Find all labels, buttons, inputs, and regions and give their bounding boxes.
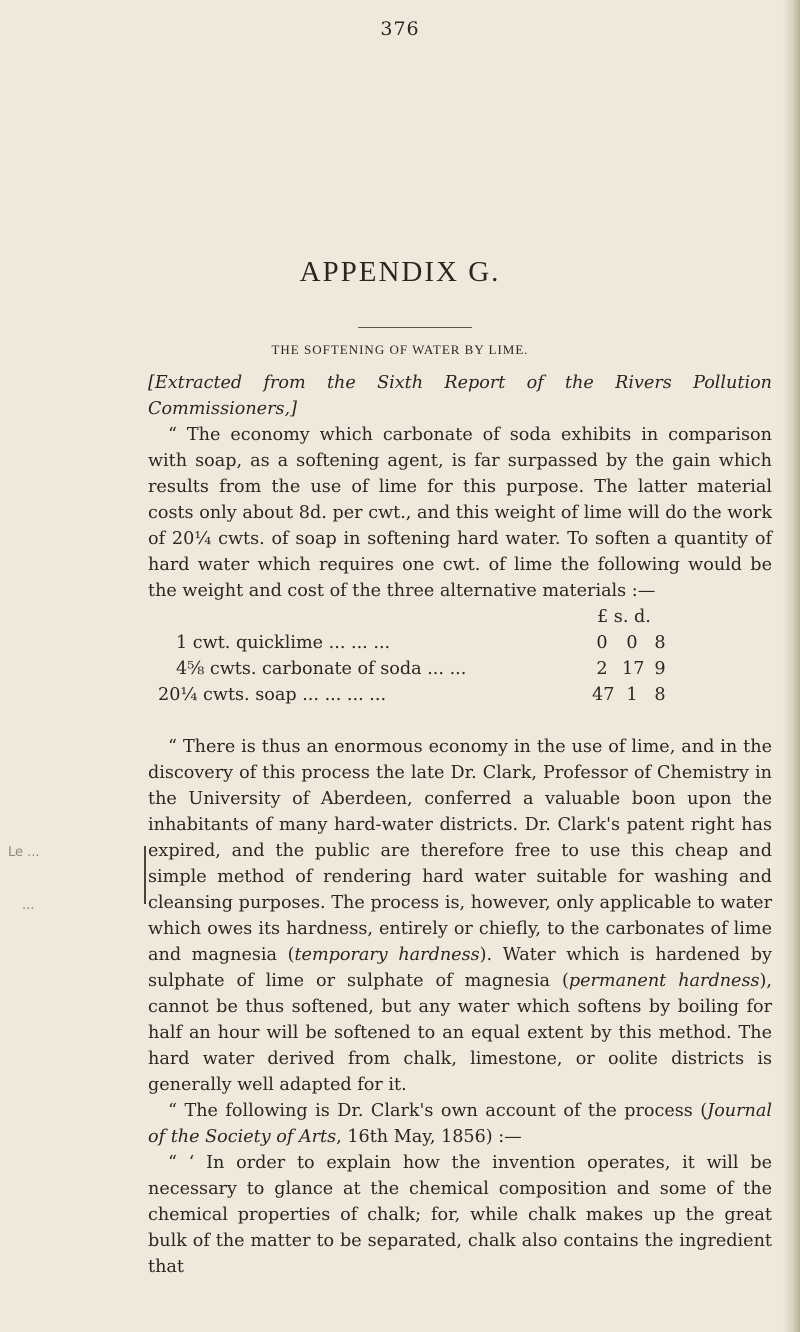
cost-pounds: 47 (592, 685, 615, 705)
cost-item: 4⅝ cwts. carbonate of soda ... ... (176, 659, 467, 679)
cost-pounds: 2 (596, 659, 608, 679)
paragraph-text: , 16th May, 1856) :— (336, 1127, 522, 1147)
paragraph (148, 1098, 772, 1150)
margin-bracket (144, 846, 146, 904)
paragraph-text: ). Water which is hardened by sulphate of lime or sulphate of magnesia ( (148, 945, 772, 991)
cost-pounds: 0 (596, 633, 608, 653)
emphasis: temporary hardness (294, 945, 480, 965)
cost-shillings: 0 (626, 633, 638, 653)
cost-table-row (148, 656, 772, 682)
cost-item: 1 cwt. quicklime ... ... ... (176, 633, 391, 653)
emphasis: permanent hardness (568, 971, 760, 991)
body-text (148, 370, 772, 1280)
cost-item: 20¼ cwts. soap ... ... ... ... (158, 685, 387, 705)
cost-table (148, 604, 772, 734)
margin-annotation: ... (22, 898, 35, 913)
paragraph: “ ‘ In order to explain how the invention operates, it will be necessary to glance at the chemical composition and some of the chemical properties of chalk; for, while chalk makes up the great bulk of the matter to be separated, chalk also contains the ingredient that (148, 1153, 772, 1277)
cost-shillings: 17 (622, 659, 645, 679)
appendix-title: APPENDIX G. (299, 256, 501, 288)
cost-table-row (148, 630, 772, 656)
paragraph (148, 734, 772, 1098)
section-subtitle: THE SOFTENING OF WATER BY LIME. (271, 342, 529, 357)
paragraph-text: “ There is thus an enormous economy in the use of lime, and in the discovery of this process the late Dr. Clark, Professor of Chemistry in the University of Aberdeen, conferred a valuable boon upon the inhabitants of many hard-water districts. Dr. Clark's patent right has expired, and the public are therefore free to use this cheap and simple method of rendering hard water suitable for washing and cleansing purposes. The process is, however, only applicable to water which owes its hardness, entirely or chiefly, to the carbonates of lime and magnesia ( (148, 737, 772, 965)
title-rule (358, 327, 472, 328)
source-note: [Extracted from the Sixth Report of the Rivers Pollution Commissioners,] (148, 373, 772, 419)
cost-table-row (148, 682, 772, 708)
citation: Journal of the Society of Arts (148, 1101, 772, 1147)
margin-annotation: Le ... (8, 845, 40, 860)
cost-pence: 8 (654, 633, 666, 653)
cost-shillings: 1 (626, 685, 638, 705)
cost-table-header: £ s. d. (597, 607, 651, 627)
paragraph: “ The economy which carbonate of soda exhibits in comparison with soap, as a softening agent, is far surpassed by the gain which results from the use of lime for this purpose. The latter material costs only about 8d. per cwt., and this weight of lime will do the work of 20¼ cwts. of soap in softening hard water. To soften a quantity of hard water which requires one cwt. of lime the following would be the weight and cost of the three alternative materials :— (148, 425, 772, 601)
paragraph-text: “ The following is Dr. Clark's own account of the process ( (168, 1101, 708, 1121)
page-edge-shadow (782, 0, 800, 1332)
cost-pence: 9 (654, 659, 666, 679)
cost-pence: 8 (654, 685, 666, 705)
paragraph-text: ), cannot be thus softened, but any water which softens by boiling for half an hour will be softened to an equal extent by this method. The hard water derived from chalk, limestone, or oolite districts is generally well adapted for it. (148, 971, 772, 1095)
page-number: 376 (380, 18, 420, 40)
